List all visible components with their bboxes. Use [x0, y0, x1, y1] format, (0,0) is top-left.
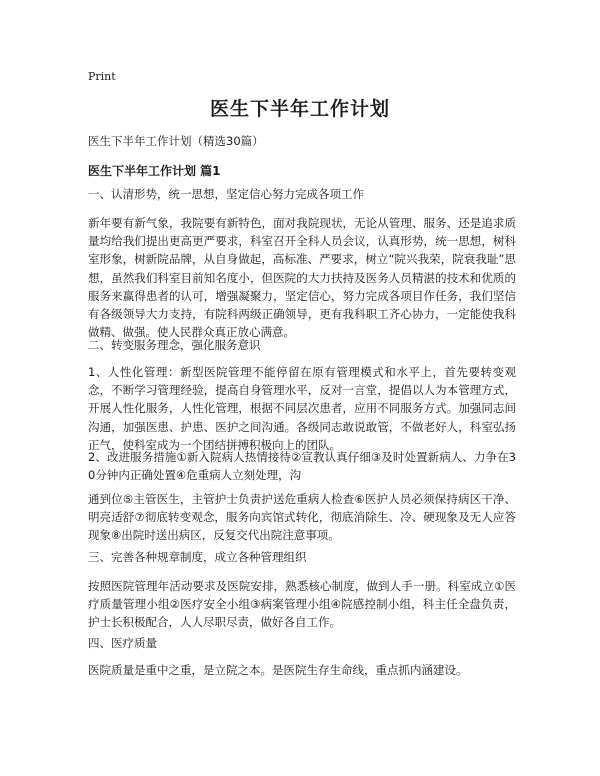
print-link[interactable]: Print	[88, 70, 116, 83]
paragraph-6: 医院质量是重中之重，是立院之本。是医院生存生命线，重点抓内涵建设。	[88, 663, 468, 677]
paragraph-2: 1、人性化管理：新型医院管理不能停留在原有管理模式和水平上，首先要转变观念，不断学习管理经验，提高自身管理水平，反对一言堂，提倡以人为本管理方式，开展人性化服务，人性化管理，根据不同层次患者，应用不同服务方式。加强同志间沟通，加强医患、护患、医护之间沟通。各级同志敢说敢管，不做老好人，科室弘扬正气，使科室成为一个团结拼搏积极向上的团队。	[88, 365, 516, 452]
document-subtitle: 医生下半年工作计划（精选30篇）	[88, 134, 264, 148]
heading-1: 一、认清形势，统一思想，坚定信心努力完成各项工作	[88, 187, 364, 201]
paragraph-5: 按照医院管理年活动要求及医院安排，熟悉核心制度，做到人手一册。科室成立①医疗质量管理小组②医疗安全小组③病案管理小组④院感控制小组，科主任全盘负责，护士长积极配合，人人尽职尽责，做好各自工作。	[88, 579, 516, 630]
heading-2: 二、转变服务理念，强化服务意识	[88, 338, 261, 352]
paragraph-1: 新年要有新气象，我院要有新特色，面对我院现状，无论从管理、服务、还是追求质量均给我们提出更高更严要求，科室召开全科人员会议，认真形势，统一思想，树科室形象，树新院品牌，从自身做起，高标准、严要求，树立“院兴我荣，院衰我耻”思想，虽然我们科室目前知名度小，但医院的大力扶持及医务人员精湛的技术和优质的服务来赢得患者的认可，增强凝聚力，坚定信心，努力完成各项目作任务，我们坚信有各级领导大力支持，有院科两级正确领导，更有我科职工齐心协力，一定能使我科做精、做强。使人民群众真正放心满意。	[88, 216, 516, 340]
paragraph-3: 2、改进服务措施①新入院病人热情接待②宣教认真仔细③及时处置新病人、力争在30分钟内正确处置④危重病人立刻处理，沟	[88, 450, 516, 483]
section-title: 医生下半年工作计划 篇1	[88, 164, 221, 178]
heading-3: 三、完善各种规章制度，成立各种管理组织	[88, 550, 307, 564]
page-title: 医生下半年工作计划	[209, 98, 390, 120]
paragraph-4: 通到位⑤主管医生，主管护士负责护送危重病人检查⑥医护人员必须保持病区干净、明亮适舒⑦彻底转变观念，服务向宾馆式转化，彻底消除生、冷、硬现象及无人应答现象⑧出院时送出病区，反复交代出院注意事项。	[88, 492, 516, 543]
heading-4: 四、医疗质量	[88, 636, 157, 650]
